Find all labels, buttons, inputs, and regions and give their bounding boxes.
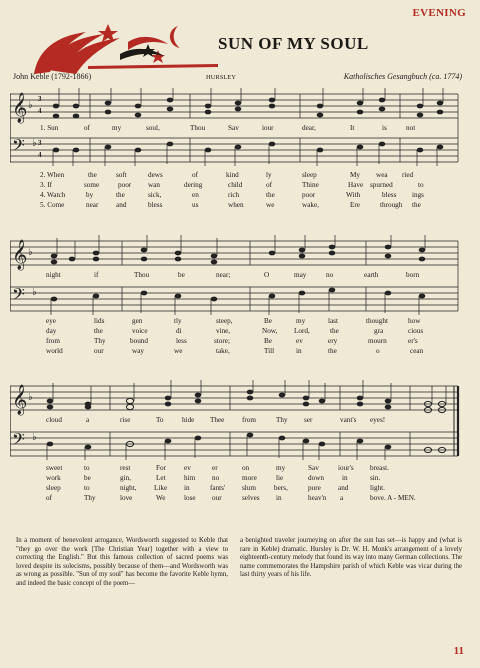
syllable: ser [304,416,313,424]
syllable: soul, [146,124,160,132]
svg-text:♭: ♭ [32,432,37,443]
syllable: is [382,124,387,132]
syllable: earth [364,271,379,279]
syllable: hide [182,416,195,424]
syllable: my [112,124,122,132]
syllable: Thee [210,416,225,424]
commentary-right: a benighted traveler journeying on after the sun has set—is happy and (what is rare in Keble) dramatic. Hursley is Dr. W. H. Monk's arrangement of a lovely eighteenth-century melody that found its way into many German collections. The name commemorates the Hampshire parish of which Keble was vicar during the last thirty years of his life. [240,537,462,579]
syllable: a [86,416,90,424]
svg-text:𝄞: 𝄞 [12,93,28,122]
tune-name: HURSLEY [206,74,236,81]
syllable: Thou [190,124,206,132]
syllable: from [242,416,256,424]
svg-text:4: 4 [38,151,42,159]
syllable: if [94,271,99,279]
words-credit: John Keble (1792-1866) [13,72,92,81]
svg-text:𝄢: 𝄢 [12,431,25,453]
syllable: not [406,124,416,132]
svg-text:𝄢: 𝄢 [12,137,25,159]
svg-text:♭: ♭ [28,247,33,258]
syllable: O [264,271,270,279]
ornament-logo [28,14,228,81]
syllable: To [156,416,164,424]
syllable: rise [120,416,131,424]
syllable: 1. Sun [40,124,59,132]
syllable: of [84,124,90,132]
music-staff-system-3 [10,380,460,460]
syllable: Sav [228,124,239,132]
svg-text:♭: ♭ [28,392,33,403]
hymn-title: SUN OF MY SOUL [218,34,369,53]
syllable: vant's [340,416,357,424]
syllable: may [294,271,307,279]
svg-text:3: 3 [38,95,42,103]
syllable: no [326,271,334,279]
svg-text:𝄞: 𝄞 [12,240,28,269]
syllable: It [350,124,355,132]
syllable: dear, [302,124,316,132]
syllable: be [178,271,185,279]
svg-text:♭: ♭ [32,138,37,149]
svg-text:𝄞: 𝄞 [12,385,28,414]
syllable: Thy [276,416,288,424]
music-staff-system-2 [10,235,460,315]
syllable: near; [216,271,231,279]
syllable: eyes! [370,416,386,424]
syllable: cloud [46,416,62,424]
section-label: EVENING [412,7,466,19]
syllable: iour [262,124,274,132]
syllable: Thou [134,271,150,279]
svg-text:𝄢: 𝄢 [12,286,25,308]
svg-text:3: 3 [38,139,42,147]
svg-text:♭: ♭ [32,287,37,298]
svg-text:4: 4 [38,107,42,115]
svg-text:♭: ♭ [28,100,33,111]
syllable: night [46,271,61,279]
music-credit: Katholisches Gesangbuch (ca. 1774) [343,72,462,81]
syllable: born [406,271,420,279]
commentary-left: In a moment of benevolent arrogance, Wordsworth suggested to Keble that "they go over the work [The Christian Year] together with a view to correcting the English." But this famous collection of sacred poems was loved despite its solecisms, possibly because of them—and Wordsworth was as wrong as possible. "Sun of my soul" has become the favorite Keble hymn, and indeed the basic concept of the poem— [16,537,228,587]
page-number: 11 [453,645,464,657]
